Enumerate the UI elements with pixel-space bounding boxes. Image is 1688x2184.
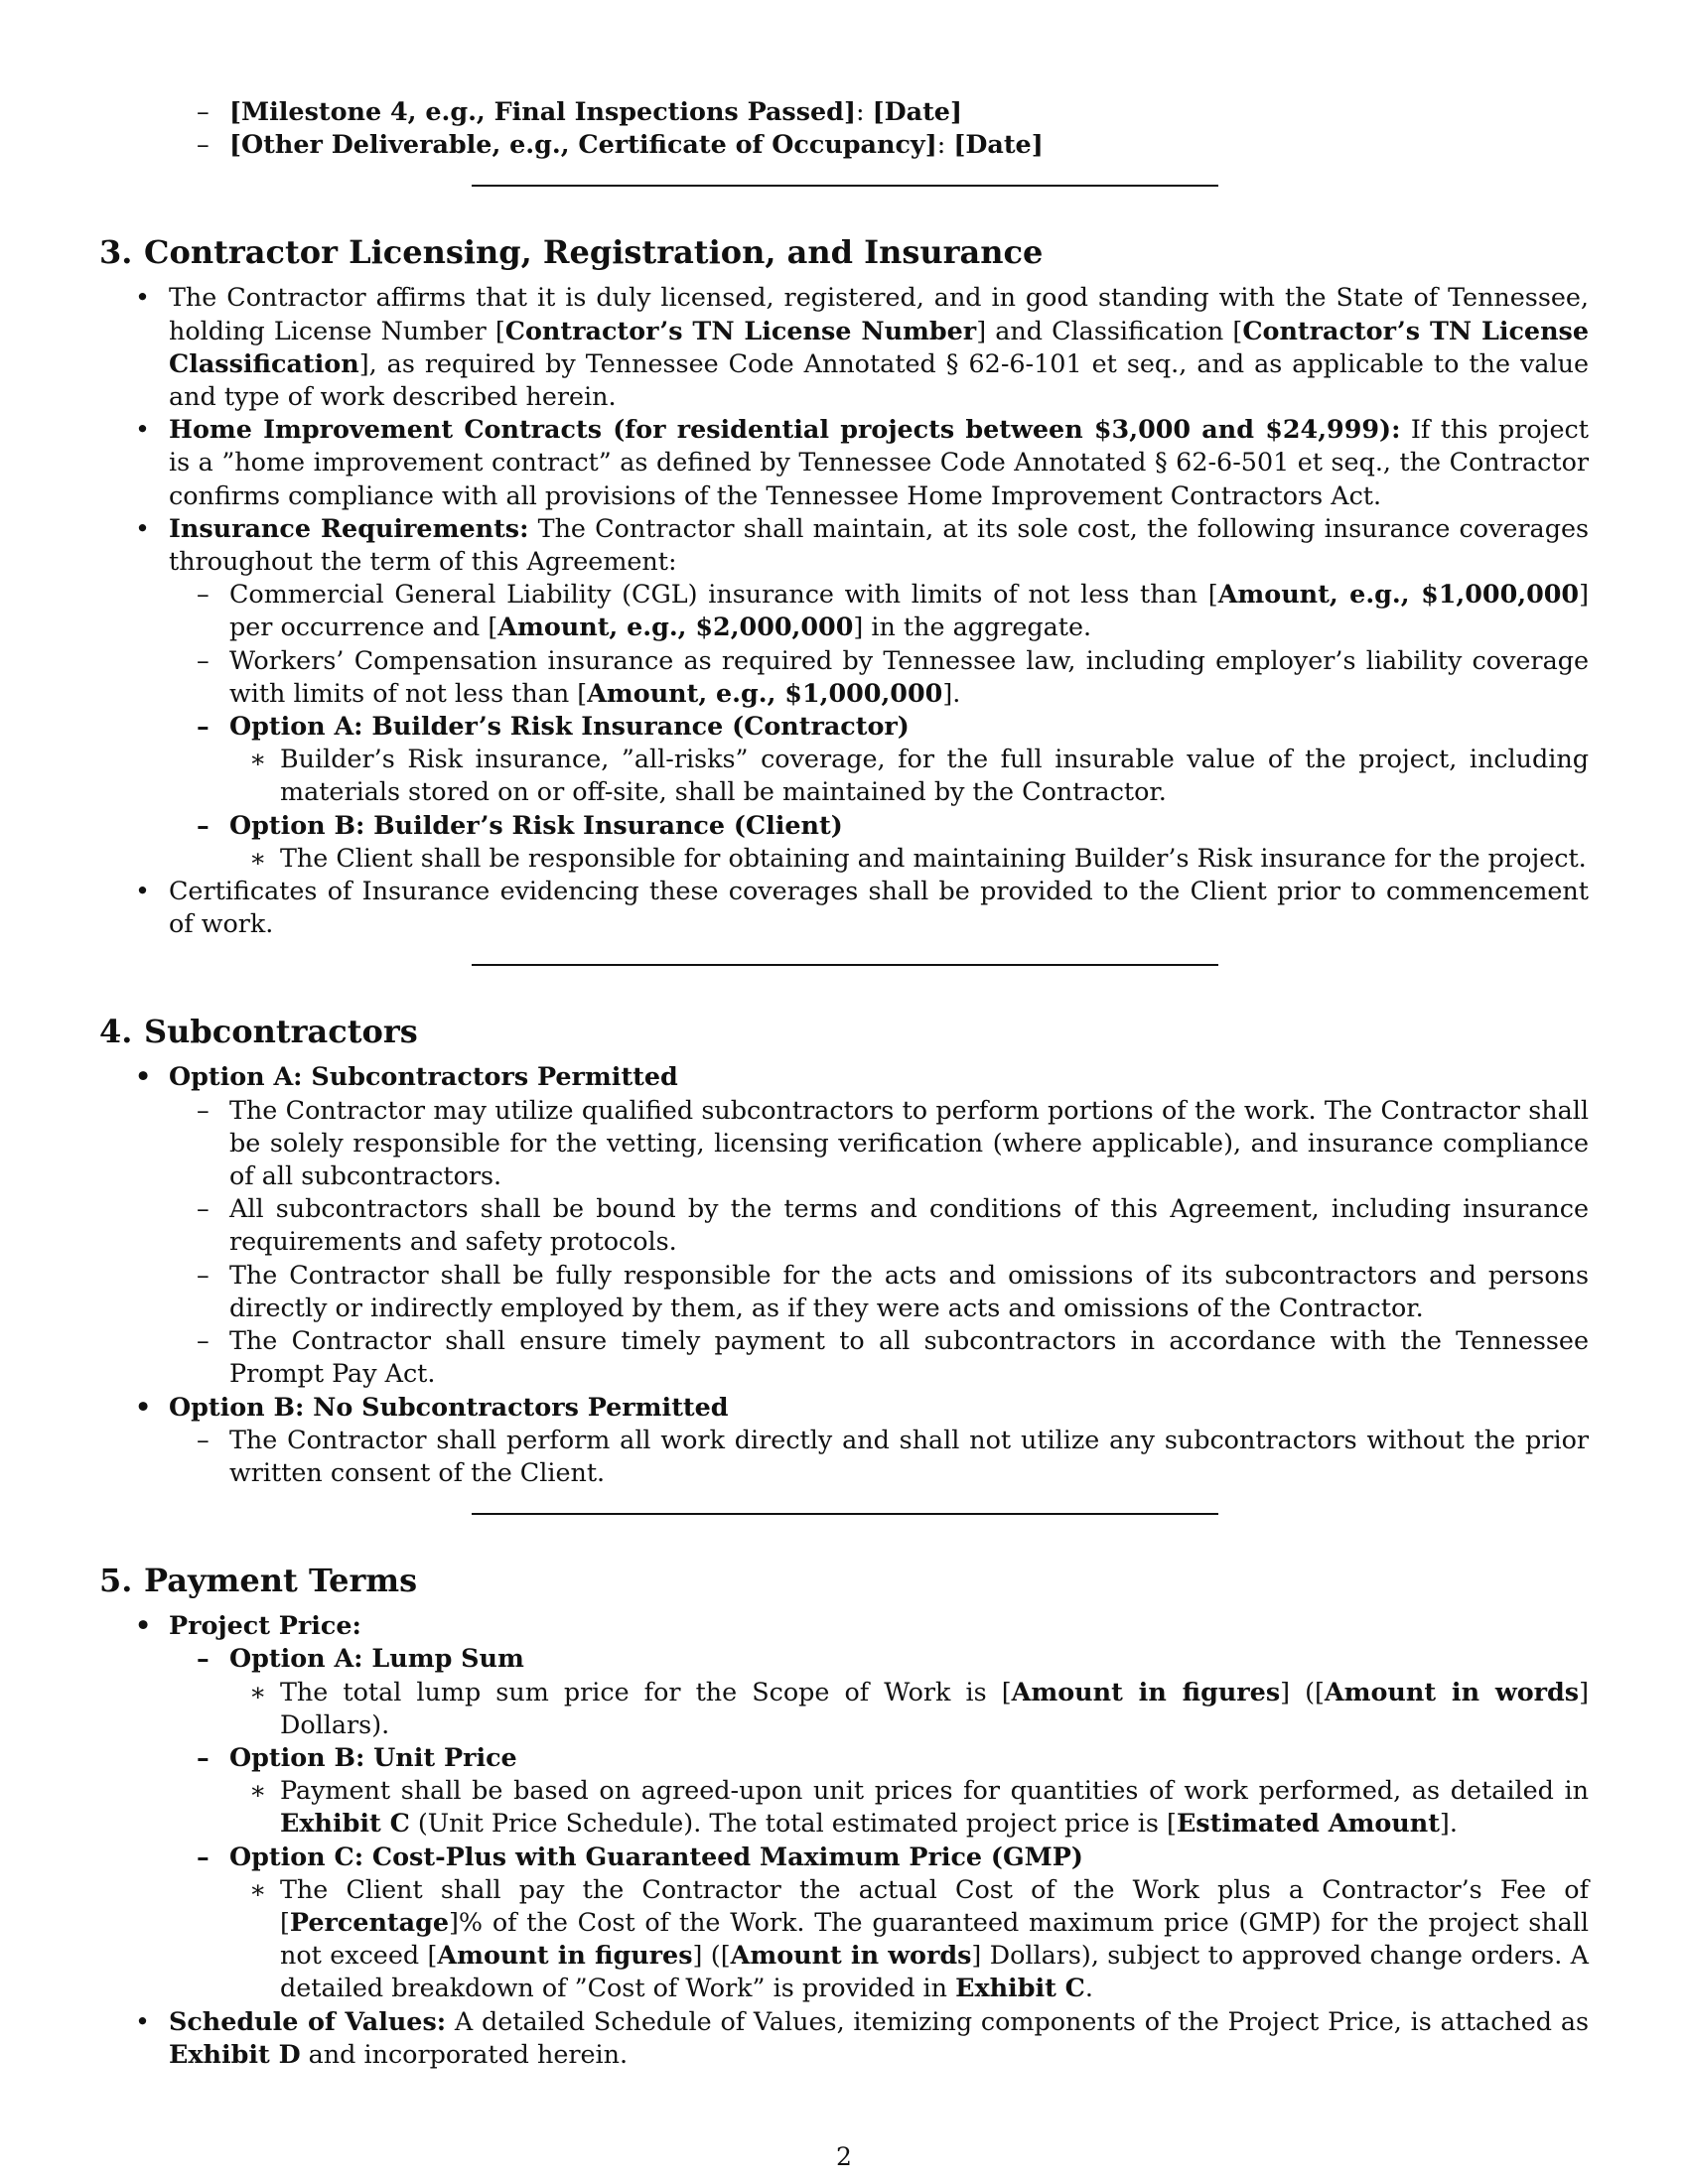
subcontractors-option-b: • Option B: No Subcontractors Permitted — [99, 1391, 1589, 1424]
bullet-marker: • — [135, 282, 150, 313]
dash-marker: – — [197, 1193, 210, 1224]
dash-marker: – — [197, 711, 210, 742]
license-affirmation-item: • The Contractor affirms that it is duly licensed, registered, and in good standing with the State of Tennessee, holding License Number [Contractor’s TN License Number] and Classification [Contractor’s TN License Classification], as required by Tennessee Code Annotated § 62-6-101 et seq., and as applicable to the value and type of work described herein. — [135, 282, 1589, 412]
section-3-heading: 3. Contractor Licensing, Registration, and Insurance — [99, 233, 1044, 272]
certificates-item: • Certificates of Insurance evidencing these coverages shall be provided to the Client prior to commencement of work. — [135, 876, 1589, 939]
workers-comp-item: – Workers’ Compensation insurance as required by Tennessee law, including employer’s liability coverage with limits of not less than [Amount, e.g., $1,000,000]. — [197, 644, 1589, 708]
asterisk-marker: ∗ — [249, 1676, 267, 1706]
bullet-marker: • — [135, 512, 150, 543]
dash-marker: – — [197, 129, 210, 160]
dash-marker: – — [197, 1741, 210, 1772]
asterisk-marker: ∗ — [249, 842, 267, 873]
subcontractors-a2: – All subcontractors shall be bound by the terms and conditions of this Agreement, including insurance requirements and safety protocols. — [197, 1193, 1589, 1257]
dash-marker: – — [197, 1325, 210, 1356]
section-divider — [472, 964, 1218, 966]
subcontractors-b1: – The Contractor shall perform all work directly and shall not utilize any subcontractors without the prior written consent of the Client. — [197, 1424, 1589, 1487]
builders-risk-option-b-text: ∗ The Client shall be responsible for obtaining and maintaining Builder’s Risk insurance for the project. — [99, 842, 1589, 875]
dash-marker: – — [197, 644, 210, 675]
lump-sum-option: – Option A: Lump Sum — [99, 1642, 1589, 1675]
builders-risk-option-b: – Option B: Builder’s Risk Insurance (Client) — [99, 809, 1589, 842]
dash-marker: – — [197, 96, 210, 126]
asterisk-marker: ∗ — [249, 744, 267, 774]
bullet-marker: • — [135, 1061, 152, 1092]
bullet-marker: • — [135, 2005, 150, 2036]
cgl-insurance-item: – Commercial General Liability (CGL) insurance with limits of not less than [Amount, e.g., $1,000,000] per occurrence and [Amount, e.g., $2,000,000] in the aggregate. — [197, 579, 1589, 642]
project-price-item: • Project Price: — [99, 1609, 1589, 1642]
dash-marker: – — [197, 809, 210, 840]
other-deliverable-item: – [Other Deliverable, e.g., Certificate of Occupancy]: [Date] — [99, 128, 1589, 161]
cost-plus-option: – Option C: Cost-Plus with Guaranteed Maximum Price (GMP) — [99, 1841, 1589, 1873]
unit-price-text: ∗ Payment shall be based on agreed-upon unit prices for quantities of work performed, as detailed in Exhibit C (Unit Price Schedule). The total estimated project price is [Estimated Amount]. — [249, 1775, 1589, 1839]
unit-price-option: – Option B: Unit Price — [99, 1741, 1589, 1774]
dash-marker: – — [197, 1094, 210, 1125]
bullet-marker: • — [135, 1610, 152, 1641]
subcontractors-a4: – The Contractor shall ensure timely payment to all subcontractors in accordance with the Tennessee Prompt Pay Act. — [197, 1325, 1589, 1389]
dash-marker: – — [197, 579, 210, 610]
section-divider — [472, 1513, 1218, 1515]
subcontractors-a3: – The Contractor shall be fully responsible for the acts and omissions of its subcontractors and persons directly or indirectly employed by them, as if they were acts and omissions of the Contractor. — [197, 1259, 1589, 1322]
bullet-marker: • — [135, 876, 150, 906]
builders-risk-option-a-text: ∗ Builder’s Risk insurance, ”all-risks” coverage, for the full insurable value of the project, including materials stored on or off-site, shall be maintained by the Contractor. — [249, 744, 1589, 807]
dash-marker: – — [197, 1643, 210, 1674]
bullet-marker: • — [135, 414, 150, 445]
bullet-marker: • — [135, 1391, 152, 1422]
page-number: 2 — [836, 2142, 852, 2171]
milestone-4-item: – [Milestone 4, e.g., Final Inspections Passed]: [Date] — [99, 95, 1589, 128]
section-5-heading: 5. Payment Terms — [99, 1562, 418, 1600]
dash-marker: – — [197, 1424, 210, 1454]
lump-sum-text: ∗ The total lump sum price for the Scope of Work is [Amount in figures] ([Amount in words] Dollars). — [249, 1676, 1589, 1739]
subcontractors-option-a: • Option A: Subcontractors Permitted — [99, 1060, 1589, 1093]
dash-marker: – — [197, 1259, 210, 1290]
schedule-of-values-item: • Schedule of Values: A detailed Schedule of Values, itemizing components of the Project Price, is attached as Exhibit D and incorporated herein. — [135, 2005, 1589, 2069]
cost-plus-text: ∗ The Client shall pay the Contractor the actual Cost of the Work plus a Contractor’s Fee of [Percentage]% of the Cost of the Work. The guaranteed maximum price (GMP) for the project shall not exceed [Amount in figures] ([Amount in words] Dollars), subject to approved change orders. A detailed breakdown of ”Cost of Work” is provided in Exhibit C. — [249, 1873, 1590, 2003]
document-page — [99, 95, 1589, 2071]
home-improvement-item: • Home Improvement Contracts (for residential projects between $3,000 and $24,999): If this project is a ”home improvement contract” as defined by Tennessee Code Annotated § 62-6-501 et seq., the Contractor confirms compliance with all provisions of the Tennessee Home Improvement Contractors Act. — [135, 414, 1589, 510]
section-4-heading: 4. Subcontractors — [99, 1013, 418, 1051]
builders-risk-option-a: – Option A: Builder’s Risk Insurance (Contractor) — [99, 710, 1589, 743]
insurance-requirements-item: • Insurance Requirements: The Contractor shall maintain, at its sole cost, the following insurance coverages throughout the term of this Agreement: — [135, 512, 1590, 577]
asterisk-marker: ∗ — [249, 1873, 267, 1904]
dash-marker: – — [197, 1841, 210, 1871]
subcontractors-a1: – The Contractor may utilize qualified subcontractors to perform portions of the work. The Contractor shall be solely responsible for the vetting, licensing verification (where applicable), and insurance compliance of all subcontractors. — [197, 1094, 1589, 1191]
section-divider — [472, 185, 1218, 187]
asterisk-marker: ∗ — [249, 1775, 267, 1806]
